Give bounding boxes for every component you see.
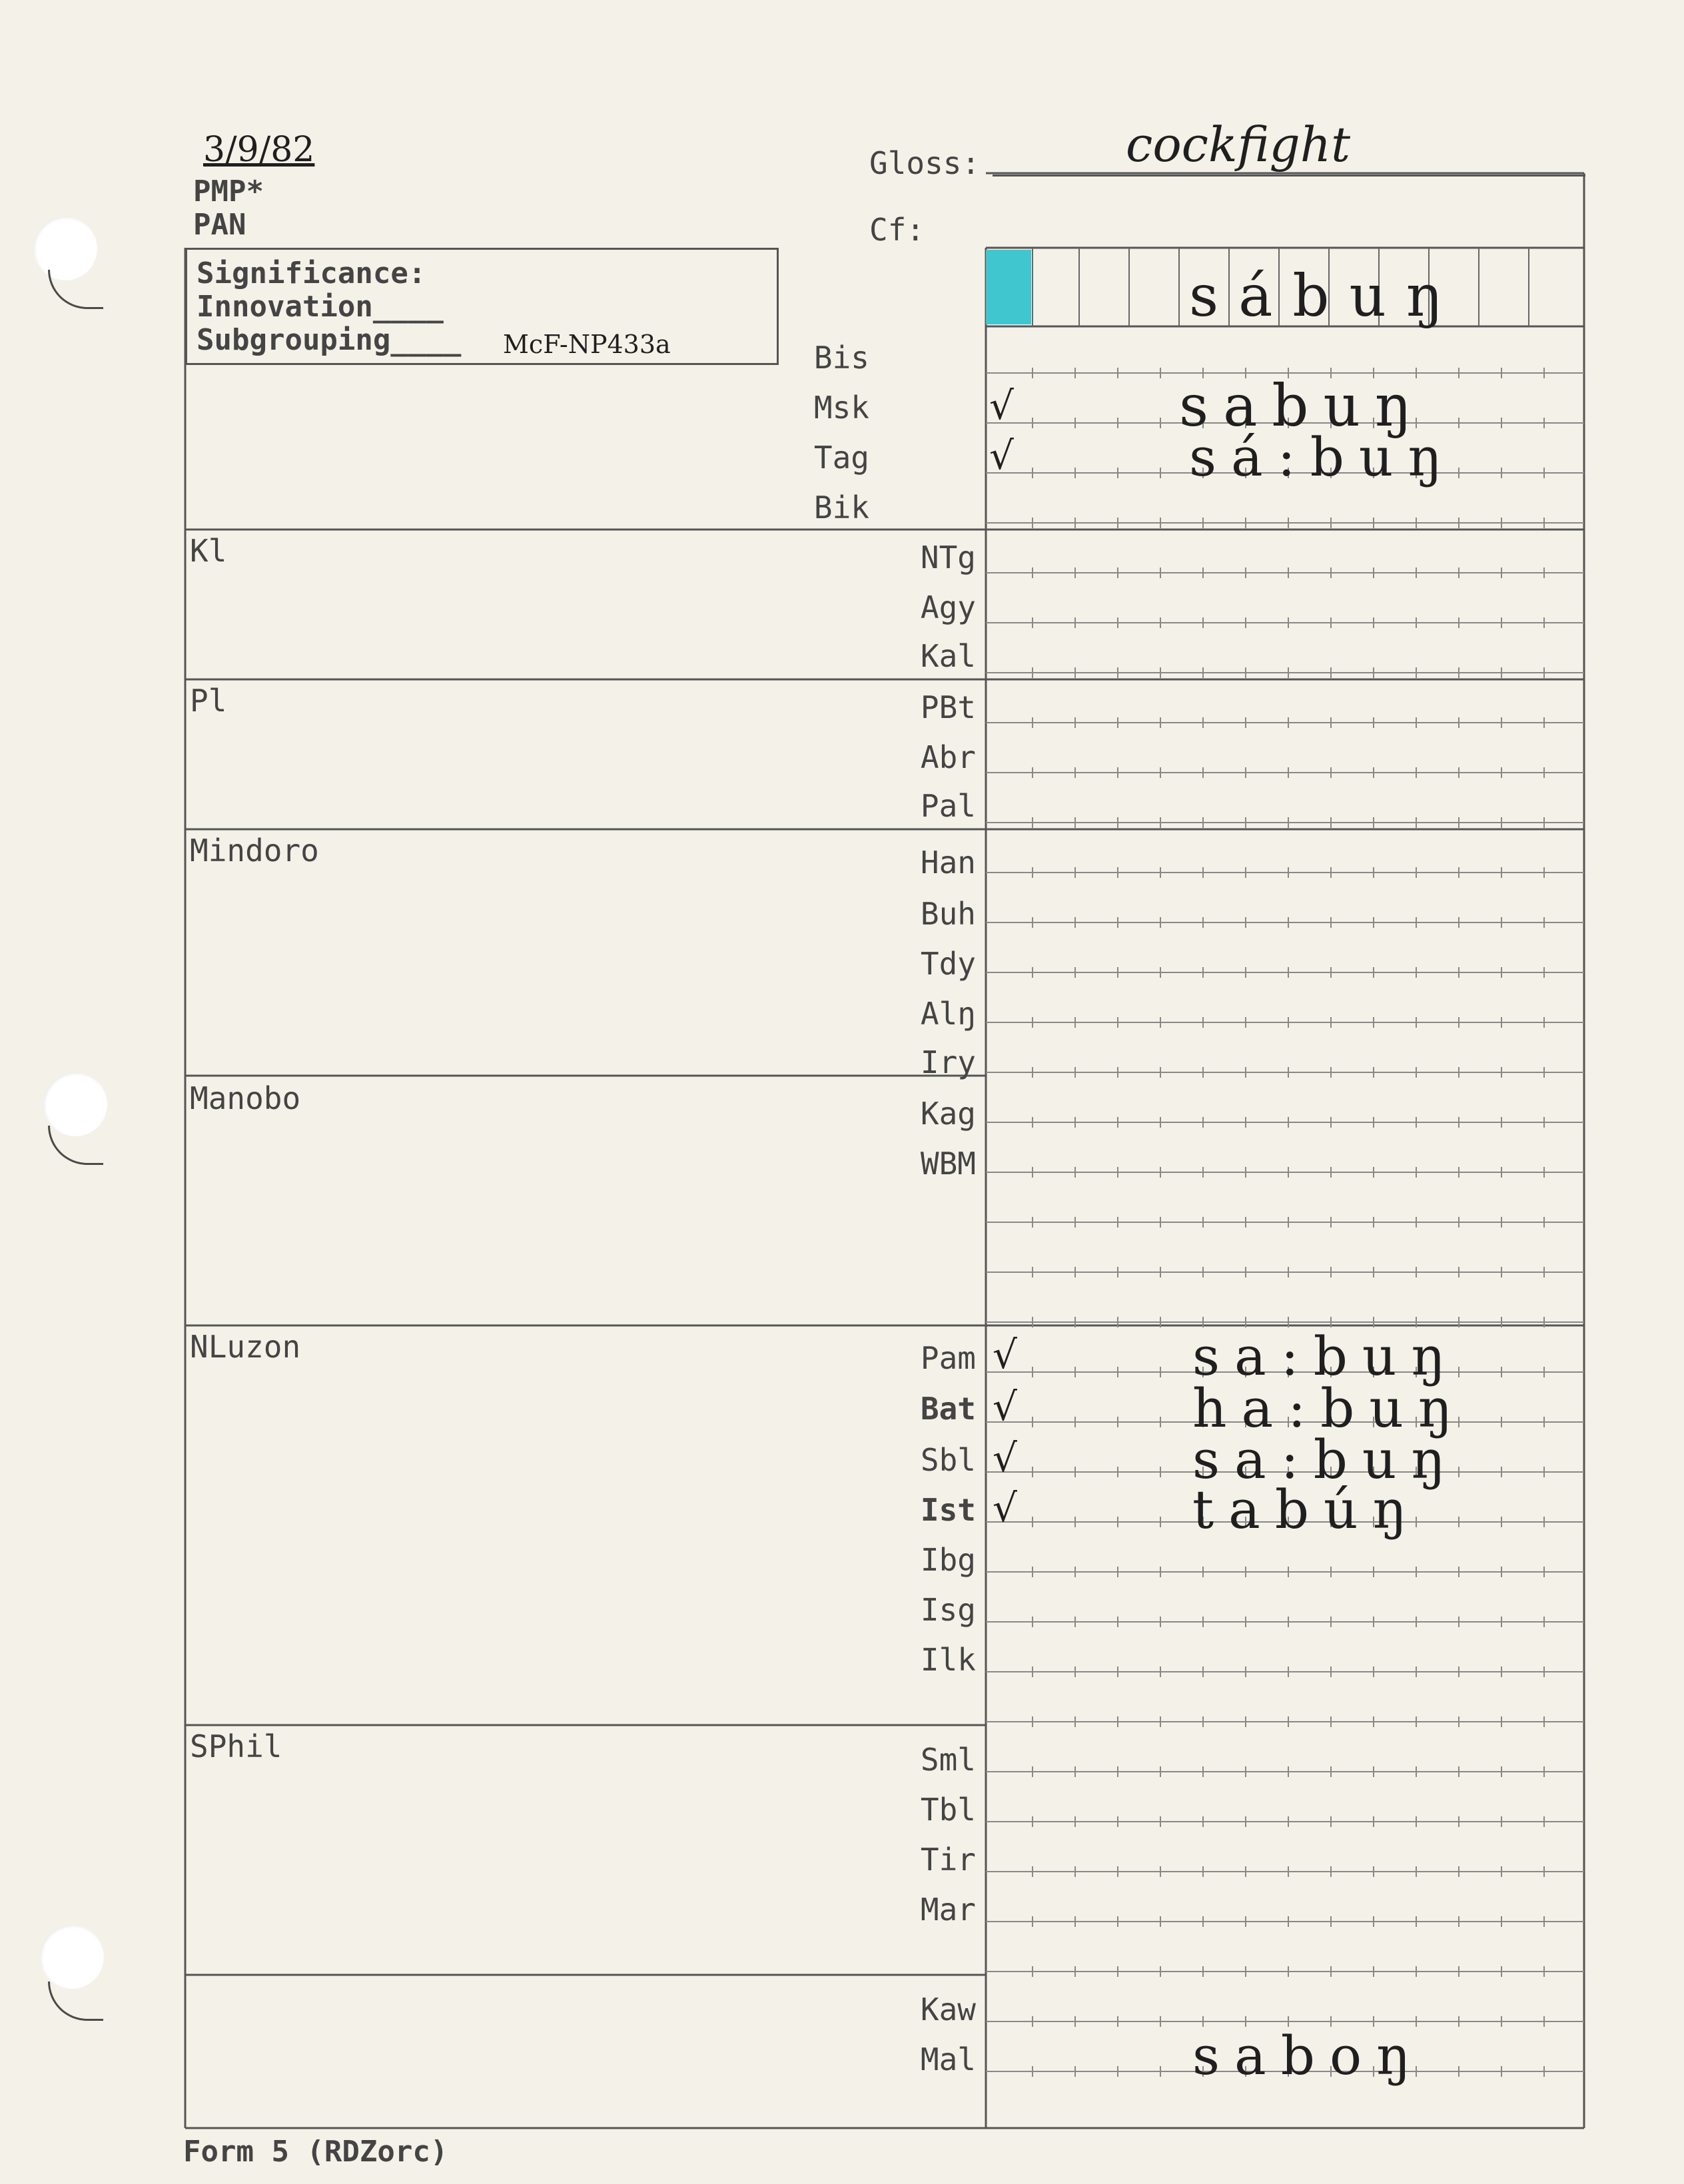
pmp-label: PMP* — [193, 175, 264, 208]
lang-han: Han — [920, 845, 976, 881]
check-ist: √ — [993, 1485, 1017, 1531]
lang-tag: Tag — [813, 440, 869, 476]
lang-bik: Bik — [813, 490, 869, 526]
check-pam: √ — [993, 1332, 1017, 1377]
group-label-pl: Pl — [190, 683, 227, 719]
lang-ntg: NTg — [920, 540, 976, 575]
lang-kag: Kag — [920, 1096, 976, 1132]
form-ist: tabúŋ — [1192, 1479, 1422, 1541]
form-pam: sa:buŋ — [1192, 1325, 1460, 1387]
lang-mar: Mar — [920, 1892, 976, 1928]
lang-tir: Tir — [920, 1842, 976, 1878]
lang-abr: Abr — [920, 739, 976, 775]
lang-mal: Mal — [920, 2041, 976, 2077]
check-tag: √ — [989, 433, 1014, 478]
lang-buh: Buh — [920, 896, 976, 932]
form-tag: sá:buŋ — [1189, 426, 1457, 488]
lang-kaw: Kaw — [920, 1992, 976, 2027]
gloss-label: Gloss: — [869, 145, 981, 181]
lang-kal: Kal — [920, 638, 976, 674]
lang-pbt: PBt — [920, 689, 976, 725]
pan-label: PAN — [193, 208, 246, 242]
check-bat: √ — [993, 1384, 1017, 1429]
group-label-nluzon: NLuzon — [190, 1329, 301, 1365]
lang-agy: Agy — [920, 589, 976, 625]
lang-sbl: Sbl — [920, 1442, 976, 1478]
gloss-value: cockfight — [1126, 117, 1351, 173]
lang-bis: Bis — [813, 340, 869, 376]
lang-ilk: Ilk — [920, 1642, 976, 1678]
innovation-label: Innovation____ — [197, 290, 444, 324]
form-mal: saboŋ — [1192, 2025, 1426, 2087]
check-sbl: √ — [993, 1435, 1017, 1481]
lang-msk: Msk — [813, 390, 869, 426]
group-label-sphil: SPhil — [190, 1728, 282, 1764]
group-label-mindoro: Mindoro — [190, 833, 319, 869]
reference-note: McF-NP433a — [503, 330, 671, 359]
head-form: sábuŋ — [1189, 263, 1464, 330]
lang-iry: Iry — [920, 1044, 976, 1080]
lang-pam: Pam — [920, 1340, 976, 1376]
check-msk: √ — [989, 383, 1014, 428]
lang-wbm: WBM — [920, 1146, 976, 1182]
lang-isg: Isg — [920, 1592, 976, 1628]
lang-bat: Bat — [920, 1391, 976, 1427]
group-label-manobo: Manobo — [190, 1080, 301, 1116]
form-sbl: sa:buŋ — [1192, 1429, 1460, 1491]
subgrouping-label: Subgrouping____ — [197, 323, 462, 357]
form-msk: sabuŋ — [1179, 373, 1427, 440]
form-footer: Form 5 (RDZorc) — [183, 2135, 448, 2169]
lang-aln: Alŋ — [920, 996, 976, 1032]
form-bat: ha:buŋ — [1192, 1377, 1468, 1439]
cf-label: Cf: — [869, 212, 925, 248]
lang-tdy: Tdy — [920, 946, 976, 982]
lang-sml: Sml — [920, 1742, 976, 1778]
significance-title: Significance: — [197, 256, 426, 290]
group-label-kl: Kl — [190, 533, 227, 569]
lang-ist: Ist — [920, 1492, 976, 1528]
lang-pal: Pal — [920, 788, 976, 824]
lang-ibg: Ibg — [920, 1542, 976, 1578]
lang-tbl: Tbl — [920, 1792, 976, 1828]
date: 3/9/82 — [203, 130, 315, 170]
